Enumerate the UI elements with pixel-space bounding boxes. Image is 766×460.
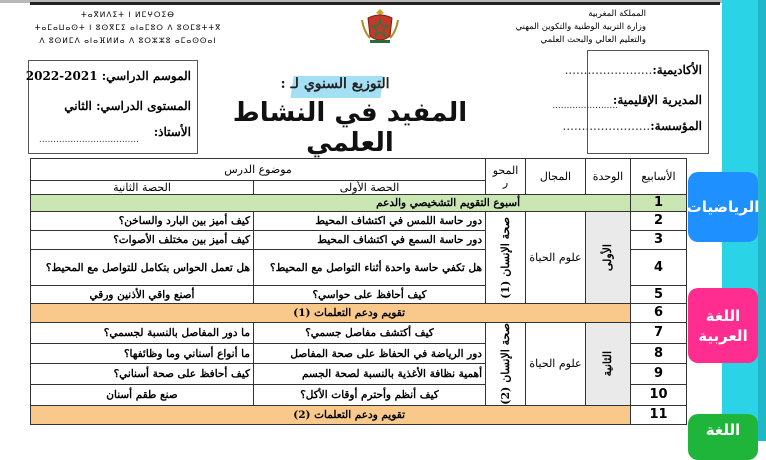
kingdom-ar: المملكة المغربية [588,9,646,19]
col-weeks: الأسابيع [631,159,687,195]
col-session1: الحصة الأولى [254,181,486,195]
academy-dots: ....................... [564,63,653,77]
week-number: 1 [631,195,687,212]
table-row [31,405,687,424]
season-line [26,69,191,83]
evaluation-row: تقويم ودعم التعلمات (2) [31,405,631,424]
col-unit: الوحدة [586,159,631,195]
session1-cell: دور حاسة السمع في اكتشاف المحيط [254,231,486,250]
teacher-line [154,125,191,139]
session1-cell: كيف أنظم وأحترم أوقات الأكل؟ [254,385,486,406]
side-strip-edge [758,0,766,441]
header-rule [30,2,720,5]
unit-cell [586,212,631,304]
session1-cell: دور الرياضة في الحفاظ على صحة المفاصل [254,343,486,364]
academy-label: الأكاديمية: [652,63,702,77]
diagnostic-week: أسبوع التقويم التشخيصي والدعم [31,195,631,212]
moroccan-emblem-icon [358,6,402,46]
tab-arabic[interactable] [688,288,758,363]
session2-cell: هل تعمل الحواس بتكامل للتواصل مع المحيط؟ [31,250,254,286]
session2-cell: صنع طقم أسنان [31,385,254,406]
ministry-tf: ⵜⴰⵎⴰⵡⴰⵙⵜ ⵏ ⵓⵙⴳⵎⵉ ⴰⵏⴰⵎⵓⵔ ⴷ ⵓⵙⵎⵓⵜⵜⴳ [34,23,222,32]
ministry-header-tifinagh [28,8,228,47]
level-line [64,99,191,113]
table-row [31,304,687,323]
session1-cell: كيف أحافظ على حواسي؟ [254,286,486,304]
tab-math-label: الرياضيات [686,198,760,216]
axis-label: صحة الإنسان (2) [498,323,512,405]
session2-cell: كيف أميز بين مختلف الأصوات؟ [31,231,254,250]
tab-arabic-label-1: اللغة [705,306,741,325]
axis-cell [486,212,526,304]
week-number: 3 [631,231,687,250]
session2-cell: أصنع واقي الأذنين ورقي [31,286,254,304]
domain-cell: علوم الحياة [526,323,586,406]
axis-label: صحة الإنسان (1) [498,216,512,299]
directorate-line [613,93,702,107]
tab-french-label: اللغة [705,421,741,439]
col-axis: المحو ر [486,159,526,195]
institution-dots: ....................... [562,119,651,133]
session2-cell: كيف أميز بين البارد والساخن؟ [31,212,254,231]
title-subtitle: التوزيع السنوي لـ : [280,76,390,92]
page-title: المفيد في النشاط العلمي [232,98,468,158]
unit-cell [586,323,631,406]
session2-cell: ما دور المفاصل بالنسبة لجسمي؟ [31,323,254,344]
col-domain: المجال [526,159,586,195]
table-row [31,195,687,212]
week-number: 2 [631,212,687,231]
directorate-label: المديرية الإقليمية: [612,93,702,107]
col-session2: الحصة الثانية [31,181,254,195]
tab-math[interactable] [688,172,758,242]
week-number: 7 [631,323,687,344]
evaluation-row: تقويم ودعم التعلمات (1) [31,304,631,323]
week-number: 8 [631,343,687,364]
week-number: 9 [631,364,687,385]
session2-cell: كيف أحافظ على صحة أسناني؟ [31,364,254,385]
session1-cell: دور حاسة اللمس في اكتشاف المحيط [254,212,486,231]
season-label: الموسم الدراسي: [101,69,191,83]
table-row [31,323,687,344]
tab-french[interactable] [688,414,758,460]
domain-cell: علوم الحياة [526,212,586,304]
season-value: 2021-2022 [25,69,98,83]
kingdom-tf: ⵜⴰⴳⵍⴷⵉⵜ ⵏ ⵍⵎⵖⵔⵉⴱ [81,10,175,19]
session2-cell: ما أنواع أسناني وما وظائفها؟ [31,343,254,364]
ministry-header-ar [466,8,646,47]
col-topic: موضوع الدرس [31,159,486,181]
teacher-label: الأستاذ: [153,125,191,139]
tab-arabic-label-2: العربية [698,326,748,345]
week-number: 6 [631,304,687,323]
axis-cell [486,323,526,406]
ministry-ar-2: والتعليم العالي والبحث العلمي [540,35,646,45]
table-row [31,212,687,231]
unit-label: الثانية [601,351,614,377]
institution-label: المؤسسة: [650,119,702,133]
institution-line [563,119,702,133]
week-number: 5 [631,286,687,304]
session1-cell: أهمية نظافة الأغذية بالنسبة لصحة الجسم [254,364,486,385]
ministry-tf-2: ⴷ ⵓⵙⵍⵎⴷ ⴰⵏⴰⴼⵍⵍⴰ ⴷ ⵓⵔⵣⵣⵓ ⴰⵎⴰⵙⵙⴰⵏ [39,36,217,45]
academy-line [565,63,702,77]
level-value: الثاني [64,99,92,113]
directorate-dots: ....................... [552,101,618,111]
week-number: 4 [631,250,687,286]
teacher-dots: ................................... [38,135,139,145]
session1-cell: كيف أكتشف مفاصل جسمي؟ [254,323,486,344]
school-year-box [25,60,198,154]
administration-box [552,50,709,154]
session1-cell: هل تكفي حاسة واحدة أثناء التواصل مع المحيط؟ [254,250,486,286]
annual-distribution-table [30,158,687,425]
week-number: 11 [631,405,687,424]
level-label: المستوى الدراسي: [96,99,191,113]
ministry-ar: وزارة التربية الوطنية والتكوين المهني [515,22,646,32]
week-number: 10 [631,385,687,406]
unit-label: الأولى [601,243,614,272]
